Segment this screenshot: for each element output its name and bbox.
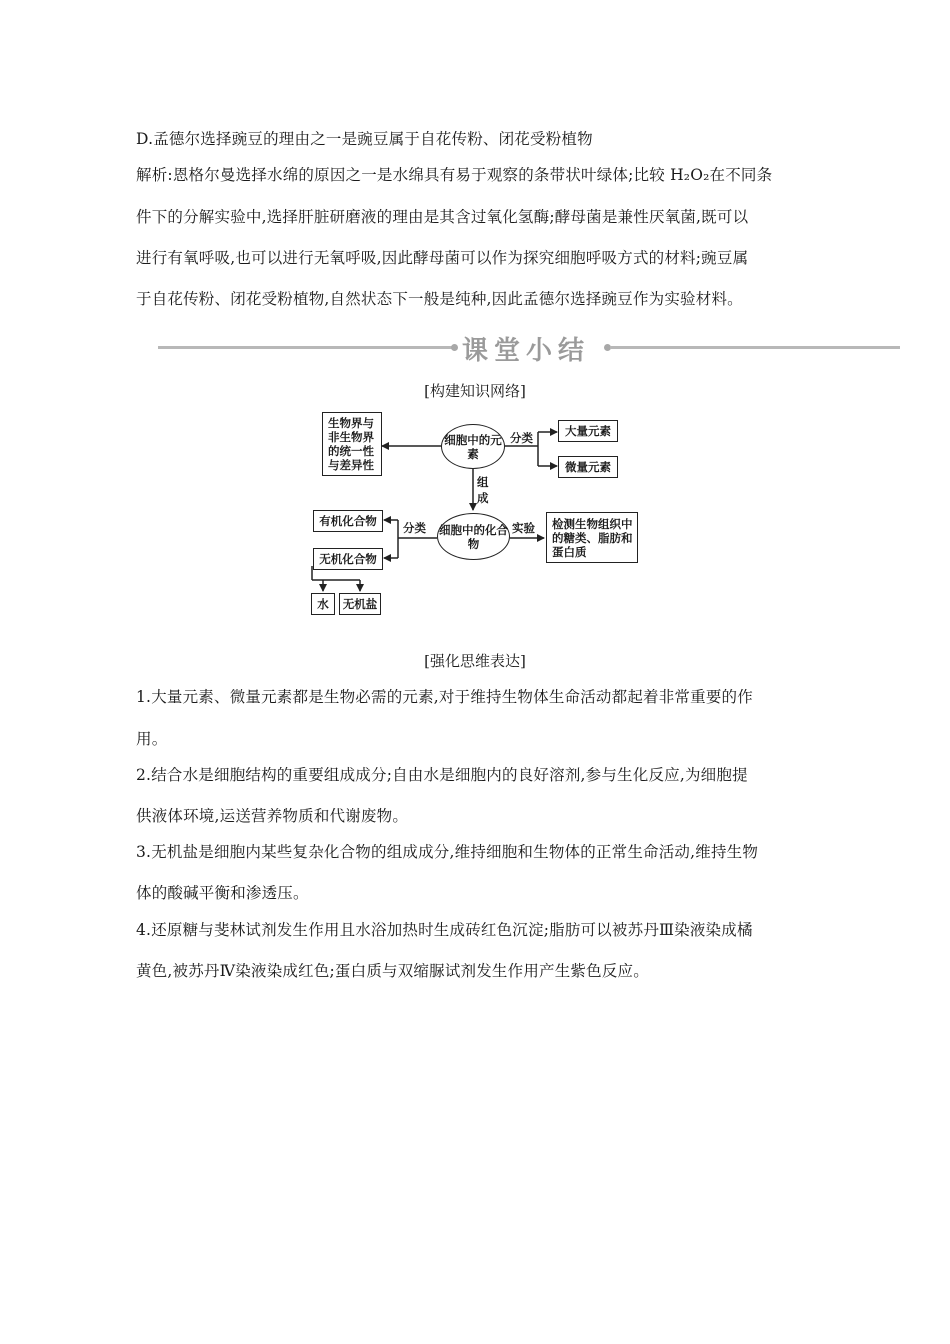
experiment-label: 实验 [512,521,535,535]
thinking-heading: [强化思维表达] [424,652,526,670]
classify-label-top: 分类 [510,431,533,445]
water-box: 水 [311,593,335,615]
analysis-line-2: 件下的分解实验中,选择肝脏研磨液的理由是其含过氧化氢酶;酵母菌是兼性厌氧菌,既可以 [136,208,749,226]
section-banner-title: 课堂小结 [462,336,591,366]
point-2-line-2: 供液体环境,运送营养物质和代谢废物。 [136,807,409,825]
option-d-text: D.孟德尔选择豌豆的理由之一是豌豆属于自花传粉、闭花受粉植物 [136,130,593,148]
organic-compounds-box: 有机化合物 [313,510,383,532]
inorganic-compounds-box: 无机化合物 [313,548,383,570]
analysis-line-1: 解析:恩格尔曼选择水绵的原因之一是水绵具有易于观察的条带状叶绿体;比较 H₂O₂在不同条 [136,166,773,184]
inorganic-salt-box: 无机盐 [339,593,381,615]
point-3-line-1: 3.无机盐是细胞内某些复杂化合物的组成成分,维持细胞和生物体的正常生命活动,维持生物 [136,843,759,861]
unity-difference-box: 生物界与非生物界的统一性与差异性 [322,412,382,476]
analysis-line-3: 进行有氧呼吸,也可以进行无氧呼吸,因此酵母菌可以作为探究细胞呼吸方式的材料;豌豆属 [136,249,749,267]
point-1-line-1: 1.大量元素、微量元素都是生物必需的元素,对于维持生物体生命活动都起着非常重要的作 [136,688,753,706]
compose-label: 组成 [477,475,489,505]
point-1-line-2: 用。 [136,730,168,748]
detection-box: 检测生物组织中的糖类、脂肪和蛋白质 [546,512,638,563]
point-4-line-1: 4.还原糖与斐林试剂发生作用且水浴加热时生成砖红色沉淀;脂肪可以被苏丹Ⅲ染液染成橘 [136,921,753,939]
cell-elements-node: 细胞中的元素 [441,424,505,469]
macro-elements-box: 大量元素 [558,420,618,442]
classify-label-mid: 分类 [403,521,426,535]
point-4-line-2: 黄色,被苏丹Ⅳ染液染成红色;蛋白质与双缩脲试剂发生作用产生紫色反应。 [136,962,649,980]
point-2-line-1: 2.结合水是细胞结构的重要组成成分;自由水是细胞内的良好溶剂,参与生化反应,为细胞提 [136,766,748,784]
micro-elements-box: 微量元素 [558,456,618,478]
point-3-line-2: 体的酸碱平衡和渗透压。 [136,884,309,902]
analysis-line-4: 于自花传粉、闭花受粉植物,自然状态下一般是纯种,因此孟德尔选择豌豆作为实验材料。 [136,290,743,308]
cell-compounds-node: 细胞中的化合物 [437,513,510,560]
network-heading: [构建知识网络] [424,382,526,400]
